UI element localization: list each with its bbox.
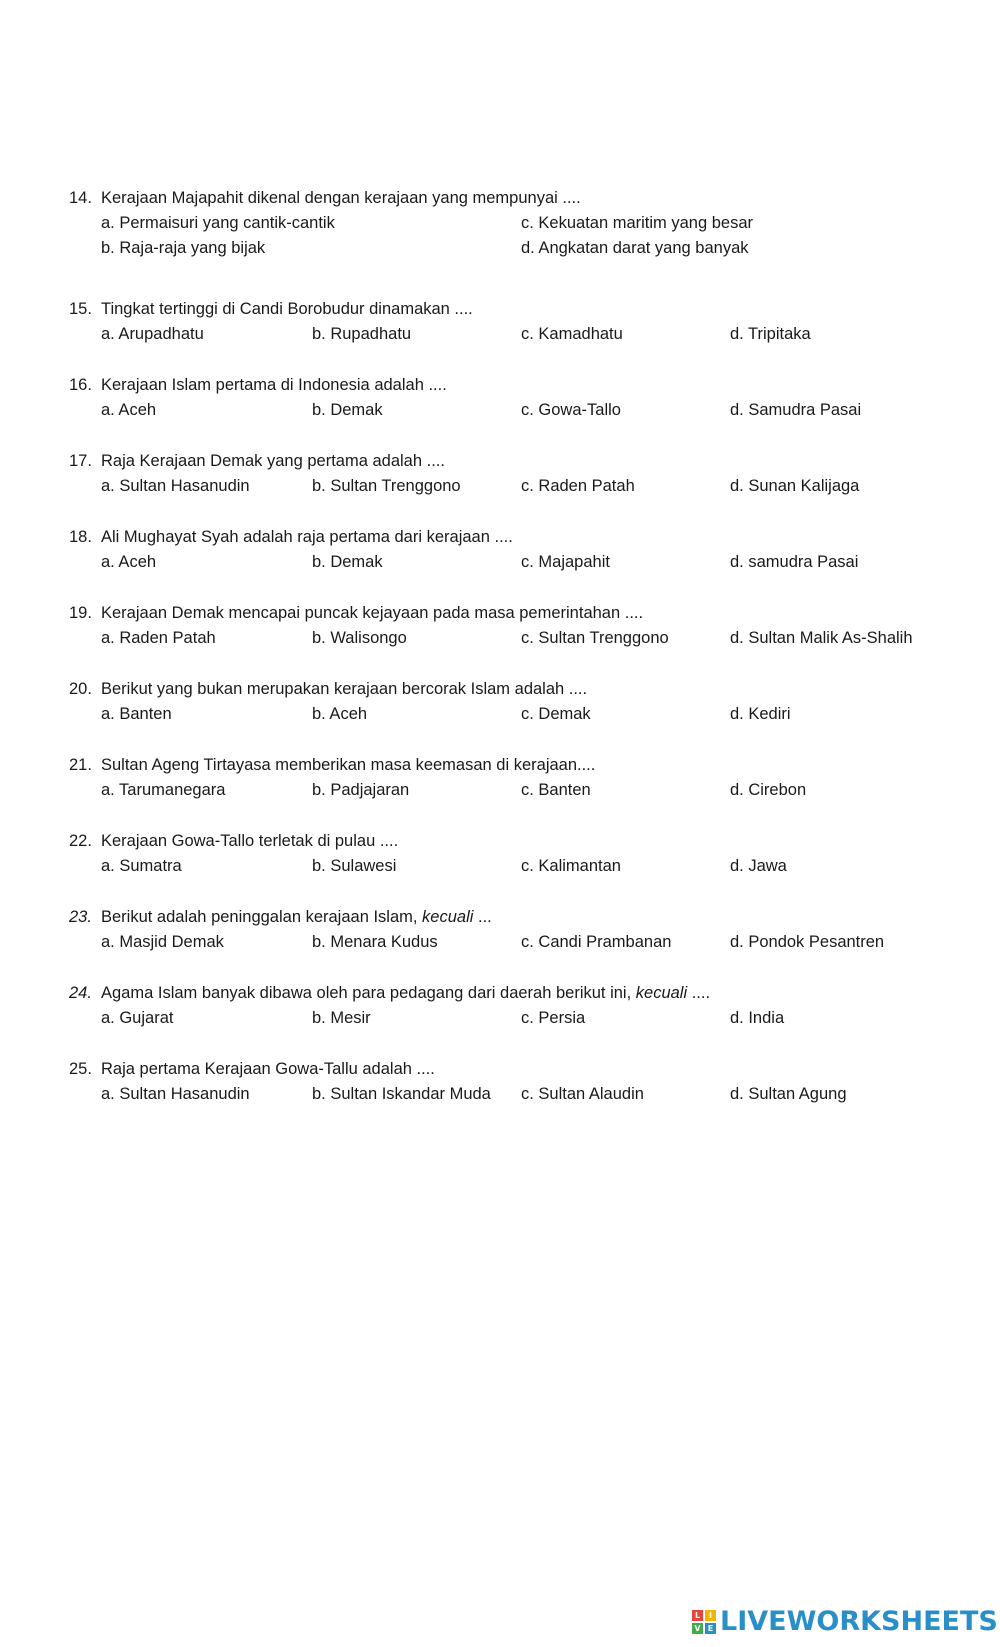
- question-line: [69, 678, 587, 700]
- option-a[interactable]: a. Sultan Hasanudin: [101, 1085, 250, 1103]
- option-d[interactable]: d. India: [730, 1009, 785, 1027]
- option-a[interactable]: a. Aceh: [101, 401, 157, 419]
- question-text-ellipsis: ...: [473, 908, 492, 926]
- question-17: [0, 450, 1000, 510]
- question-number: 24.: [69, 984, 92, 1002]
- option-b[interactable]: b. Demak: [312, 401, 383, 419]
- option-c[interactable]: c. Kekuatan maritim yang besar: [521, 214, 754, 232]
- option-b[interactable]: b. Demak: [312, 553, 383, 571]
- brand-name: LIVEWORKSHEETS: [720, 1606, 998, 1637]
- question-text: Kerajaan Demak mencapai puncak kejayaan pada masa pemerintahan ....: [101, 604, 644, 622]
- question-number: 25.: [69, 1060, 92, 1078]
- option-b[interactable]: b. Sultan Iskandar Muda: [312, 1085, 491, 1103]
- logo-letter-i: I: [705, 1610, 716, 1621]
- option-c[interactable]: c. Candi Prambanan: [521, 933, 672, 951]
- question-line: [69, 982, 710, 1004]
- question-text: Kerajaan Gowa-Tallo terletak di pulau ....: [101, 832, 399, 850]
- option-b[interactable]: b. Raja-raja yang bijak: [101, 239, 266, 257]
- option-d[interactable]: d. Sultan Malik As-Shalih: [730, 629, 913, 647]
- logo-letter-v: V: [692, 1623, 703, 1634]
- option-a[interactable]: a. Gujarat: [101, 1009, 174, 1027]
- question-21: [0, 754, 1000, 814]
- option-c[interactable]: c. Kalimantan: [521, 857, 621, 875]
- option-a[interactable]: a. Masjid Demak: [101, 933, 224, 951]
- option-c[interactable]: c. Raden Patah: [521, 477, 635, 495]
- question-line: [69, 906, 492, 928]
- option-a[interactable]: a. Sultan Hasanudin: [101, 477, 250, 495]
- question-text: Berikut yang bukan merupakan kerajaan bercorak Islam adalah ....: [101, 680, 588, 698]
- option-d[interactable]: d. Sunan Kalijaga: [730, 477, 860, 495]
- question-number: 17.: [69, 452, 92, 470]
- question-number: 15.: [69, 300, 92, 318]
- question-number: 20.: [69, 680, 92, 698]
- question-text: Sultan Ageng Tirtayasa memberikan masa keemasan di kerajaan....: [101, 756, 596, 774]
- option-d[interactable]: d. Jawa: [730, 857, 787, 875]
- option-b[interactable]: b. Sulawesi: [312, 857, 397, 875]
- option-d[interactable]: d. Pondok Pesantren: [730, 933, 885, 951]
- liveworksheets-logo[interactable]: [692, 1607, 998, 1637]
- logo-letter-l: L: [692, 1610, 703, 1621]
- question-number: 21.: [69, 756, 92, 774]
- question-24: [0, 982, 1000, 1042]
- question-number: 19.: [69, 604, 92, 622]
- option-c[interactable]: c. Sultan Alaudin: [521, 1085, 644, 1103]
- question-line: [69, 754, 595, 776]
- question-22: [0, 830, 1000, 890]
- question-line: [69, 298, 473, 320]
- question-number: 22.: [69, 832, 92, 850]
- option-d[interactable]: d. Sultan Agung: [730, 1085, 847, 1103]
- option-a[interactable]: a. Tarumanegara: [101, 781, 226, 799]
- question-18: [0, 526, 1000, 586]
- logo-letter-e: E: [705, 1623, 716, 1634]
- option-d[interactable]: d. samudra Pasai: [730, 553, 859, 571]
- question-19: [0, 602, 1000, 662]
- option-a[interactable]: a. Permaisuri yang cantik-cantik: [101, 214, 335, 232]
- option-d[interactable]: d. Angkatan darat yang banyak: [521, 239, 749, 257]
- question-line: [69, 187, 581, 209]
- question-16: [0, 374, 1000, 434]
- question-line: [69, 1058, 435, 1080]
- question-20: [0, 678, 1000, 738]
- option-a[interactable]: a. Sumatra: [101, 857, 182, 875]
- question-text: Ali Mughayat Syah adalah raja pertama dari kerajaan ....: [101, 528, 513, 546]
- question-text-main: Berikut adalah peninggalan kerajaan Islam,: [101, 908, 423, 926]
- option-b[interactable]: b. Sultan Trenggono: [312, 477, 461, 495]
- question-text: Tingkat tertinggi di Candi Borobudur dinamakan ....: [101, 300, 473, 318]
- question-15: [0, 298, 1000, 358]
- question-14: [0, 187, 1000, 257]
- option-b[interactable]: b. Aceh: [312, 705, 368, 723]
- option-c[interactable]: c. Gowa-Tallo: [521, 401, 621, 419]
- option-b[interactable]: b. Walisongo: [312, 629, 407, 647]
- option-a[interactable]: a. Raden Patah: [101, 629, 216, 647]
- option-c[interactable]: c. Sultan Trenggono: [521, 629, 669, 647]
- option-d[interactable]: d. Cirebon: [730, 781, 807, 799]
- option-c[interactable]: c. Demak: [521, 705, 591, 723]
- option-d[interactable]: d. Kediri: [730, 705, 791, 723]
- option-b[interactable]: b. Mesir: [312, 1009, 371, 1027]
- question-text: Kerajaan Islam pertama di Indonesia adalah ....: [101, 376, 447, 394]
- option-c[interactable]: c. Kamadhatu: [521, 325, 623, 343]
- question-line: [69, 526, 513, 548]
- option-a[interactable]: a. Aceh: [101, 553, 157, 571]
- question-text: Raja Kerajaan Demak yang pertama adalah ....: [101, 452, 445, 470]
- question-number: 16.: [69, 376, 92, 394]
- question-line: [69, 374, 447, 396]
- question-text-emphasis: kecuali: [422, 908, 474, 926]
- question-text-main: Agama Islam banyak dibawa oleh para pedagang dari daerah berikut ini,: [101, 984, 636, 1002]
- question-text: [101, 984, 710, 1002]
- question-number: 18.: [69, 528, 92, 546]
- question-25: [0, 1058, 1000, 1118]
- option-c[interactable]: c. Banten: [521, 781, 591, 799]
- option-d[interactable]: d. Tripitaka: [730, 325, 811, 343]
- question-text: Raja pertama Kerajaan Gowa-Tallu adalah ....: [101, 1060, 435, 1078]
- question-text-emphasis: kecuali: [635, 984, 688, 1002]
- question-number: 23.: [69, 908, 92, 926]
- option-a[interactable]: a. Arupadhatu: [101, 325, 204, 343]
- option-c[interactable]: c. Majapahit: [521, 553, 610, 571]
- option-c[interactable]: c. Persia: [521, 1009, 586, 1027]
- option-b[interactable]: b. Padjajaran: [312, 781, 410, 799]
- question-text: [101, 908, 492, 926]
- question-line: [69, 602, 643, 624]
- question-number: 14.: [69, 189, 92, 207]
- question-line: [69, 450, 445, 472]
- question-text: Kerajaan Majapahit dikenal dengan kerajaan yang mempunyai ....: [101, 189, 581, 207]
- question-23: [0, 906, 1000, 966]
- option-a[interactable]: a. Banten: [101, 705, 172, 723]
- option-b[interactable]: b. Rupadhatu: [312, 325, 412, 343]
- logo-mark-icon: [692, 1610, 716, 1634]
- question-line: [69, 830, 398, 852]
- option-d[interactable]: d. Samudra Pasai: [730, 401, 862, 419]
- option-b[interactable]: b. Menara Kudus: [312, 933, 438, 951]
- question-text-ellipsis: ....: [687, 984, 711, 1002]
